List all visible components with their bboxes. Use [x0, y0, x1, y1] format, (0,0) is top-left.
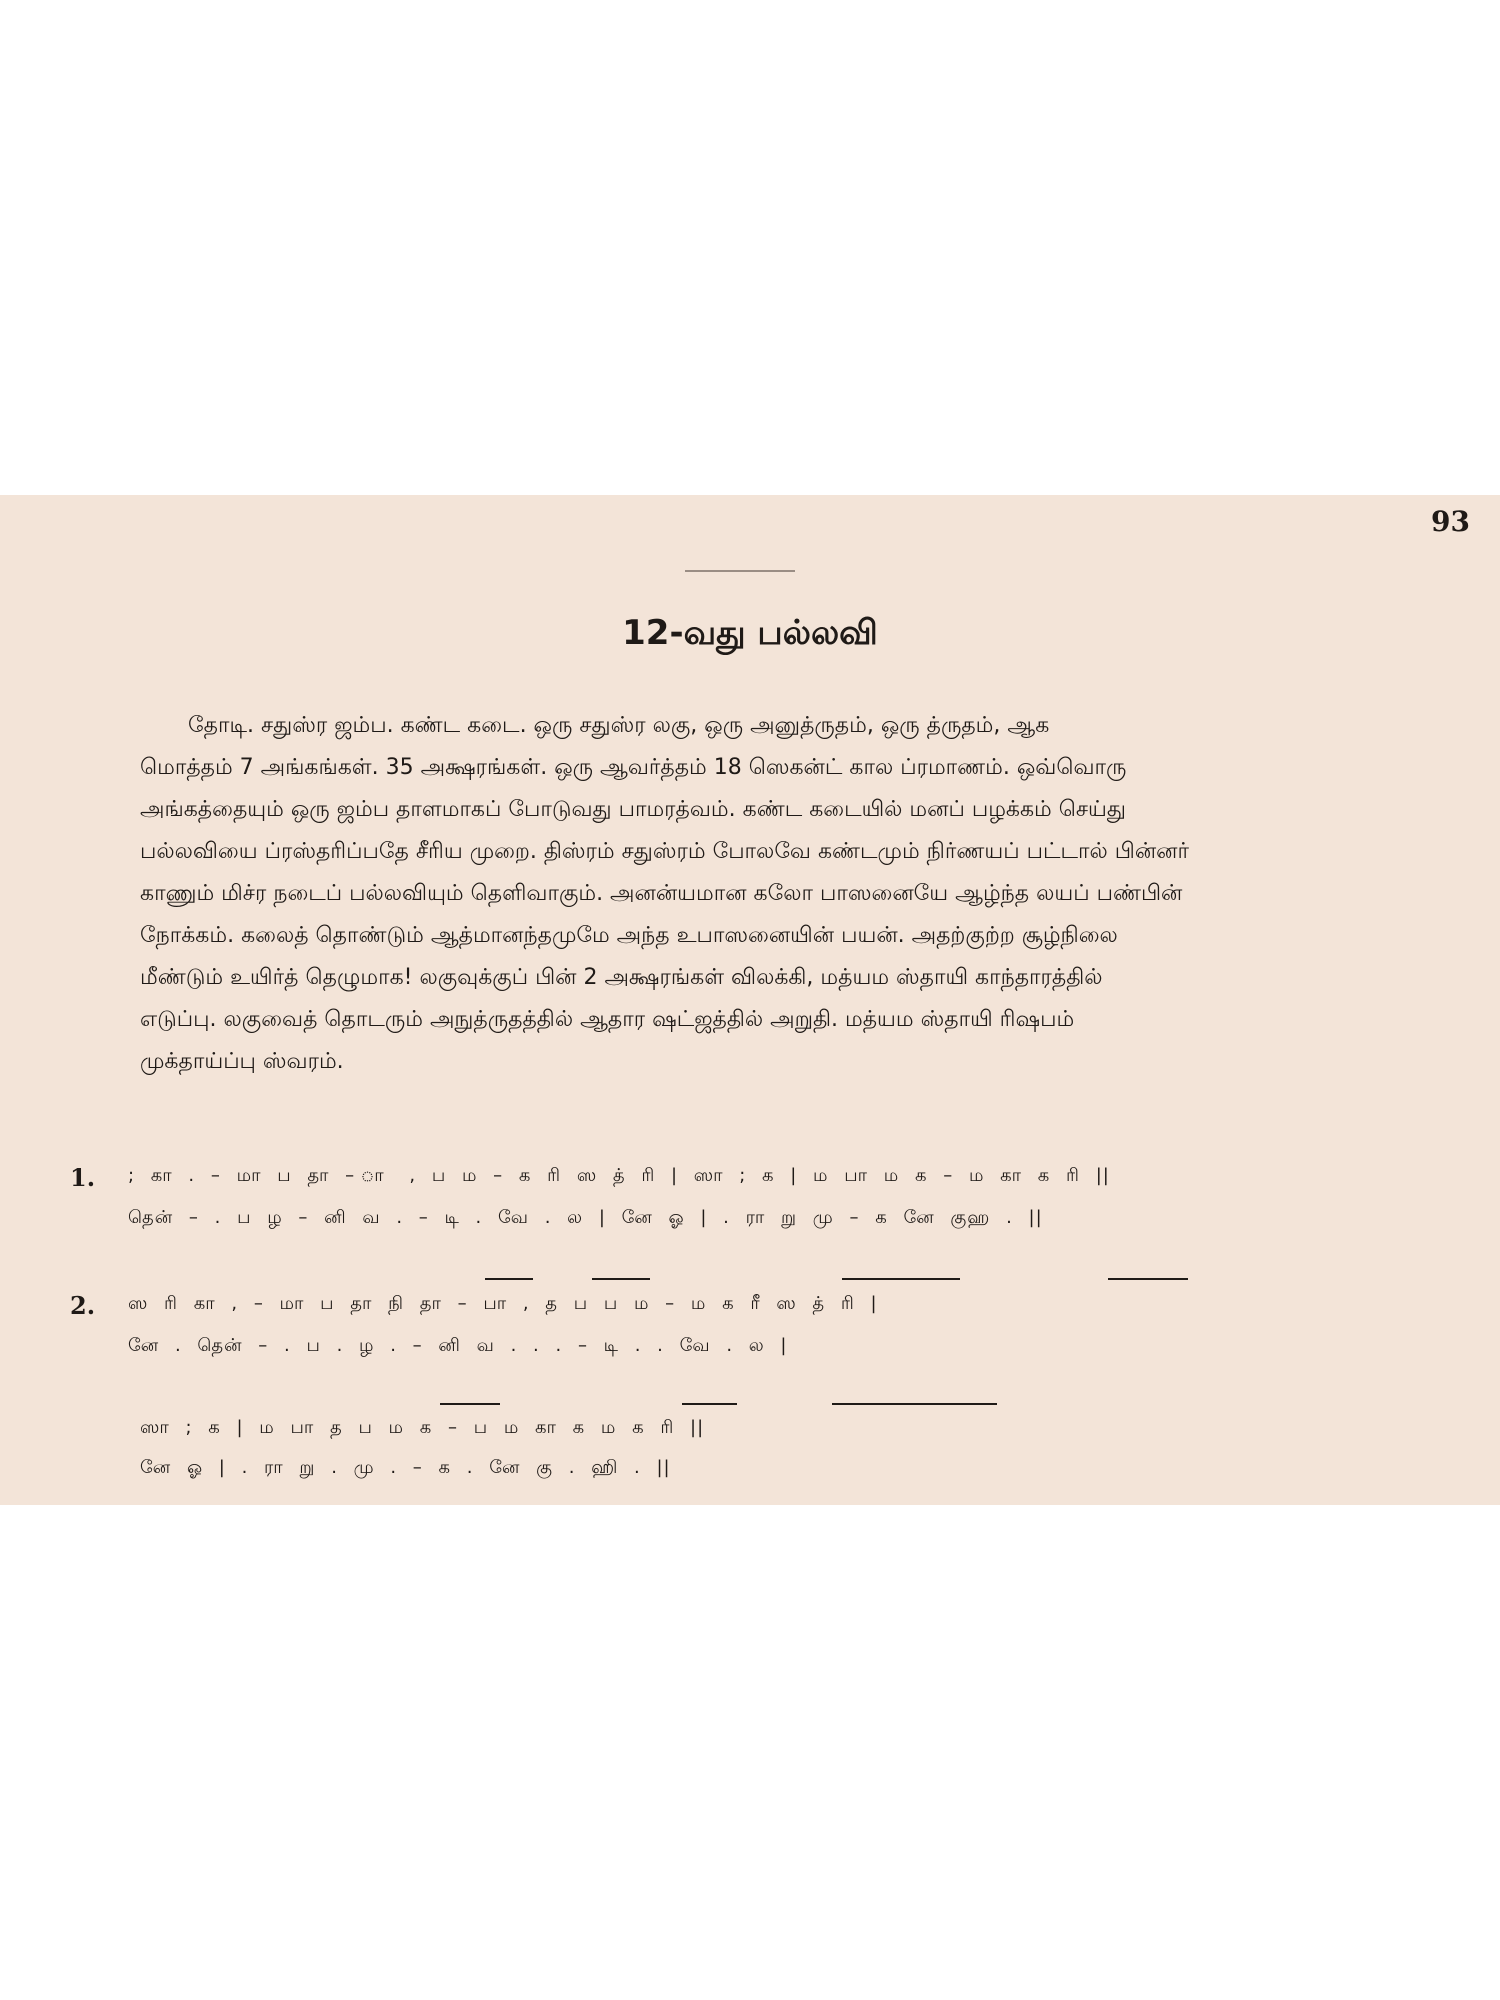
paragraph-line: நோக்கம். கலைத் தொண்டும் ஆத்மானந்தமுமே அந்த உபாஸனையின் பயன். அதற்குற்ற சூழ்நிலை — [140, 923, 1118, 948]
example-number: 1. — [70, 1163, 96, 1192]
overline-mark — [485, 1278, 533, 1280]
overline-mark — [592, 1278, 650, 1280]
paragraph-line: அங்கத்தையும் ஒரு ஜம்ப தாளமாகப் போடுவது பாமரத்வம். கண்ட கடையில் மனப் பழக்கம் செய்து — [140, 797, 1126, 822]
swara-line: ஸா ; க | ம பா த ப ம க – ப ம கா க ம க ரி || — [140, 1417, 705, 1438]
notation-section — [0, 495, 1500, 1505]
paragraph-line: தோடி. சதுஸ்ர ஜம்ப. கண்ட கடை. ஒரு சதுஸ்ர லகு, ஒரு அனுத்ருதம், ஒரு த்ருதம், ஆக — [188, 713, 1050, 738]
paragraph-line: எடுப்பு. லகுவைத் தொடரும் அநுத்ருதத்தில் ஆதார ஷட்ஜத்தில் அறுதி. மத்யம ஸ்தாயி ரிஷபம் — [140, 1007, 1075, 1032]
paragraph-line: பல்லவியை ப்ரஸ்தரிப்பதே சீரிய முறை. திஸ்ரம் சதுஸ்ரம் போலவே கண்டமும் நிர்ணயப் பட்டால் பின்னர் — [140, 839, 1189, 864]
swara-line: ; கா . – மா ப தா – ா , ப ம – க ரி ஸ த் ரி | ஸா ; க | ம பா ம க – ம கா க ரி || — [128, 1165, 1110, 1186]
paragraph-line: மீண்டும் உயிர்த் தெழுமாக! லகுவுக்குப் பின் 2 அக்ஷரங்கள் விலக்கி, மத்யம ஸ்தாயி காந்தாரத்தில் — [140, 965, 1103, 990]
page-title: 12-வது பல்லவி — [622, 613, 878, 653]
book-page — [0, 495, 1500, 1505]
paragraph-line: முக்தாய்ப்பு ஸ்வரம். — [140, 1049, 344, 1074]
overline-mark — [842, 1278, 960, 1280]
overline-mark — [440, 1403, 500, 1405]
sahitya-line: தென் – . ப ழ – னி வ . – டி . வே . ல | னே ஓ | . ரா று மு – க னே குஹ . || — [128, 1207, 1043, 1228]
paragraph-line: மொத்தம் 7 அங்கங்கள். 35 அக்ஷரங்கள். ஒரு ஆவர்த்தம் 18 ஸெகன்ட் கால ப்ரமாணம். ஒவ்வொரு — [140, 755, 1127, 780]
sahitya-line: னே ஓ | . ரா று . மு . – க . னே கு . ஹி . || — [140, 1457, 671, 1478]
page-number: 93 — [1431, 505, 1470, 538]
overline-mark — [682, 1403, 737, 1405]
sahitya-line: னே . தென் – . ப . ழ . – னி வ . . . – டி . . வே . ல | — [128, 1335, 788, 1356]
swara-line: ஸ ரி கா , – மா ப தா நி தா – பா , த ப ப ம – ம க ரீ ஸ த் ரி | — [128, 1293, 878, 1314]
example-number: 2. — [70, 1291, 96, 1320]
overline-mark — [832, 1403, 997, 1405]
paragraph-line: காணும் மிச்ர நடைப் பல்லவியும் தெளிவாகும். அனன்யமான கலோ பாஸனையே ஆழ்ந்த லயப் பண்பின் — [140, 881, 1183, 906]
overline-mark — [1108, 1278, 1188, 1280]
